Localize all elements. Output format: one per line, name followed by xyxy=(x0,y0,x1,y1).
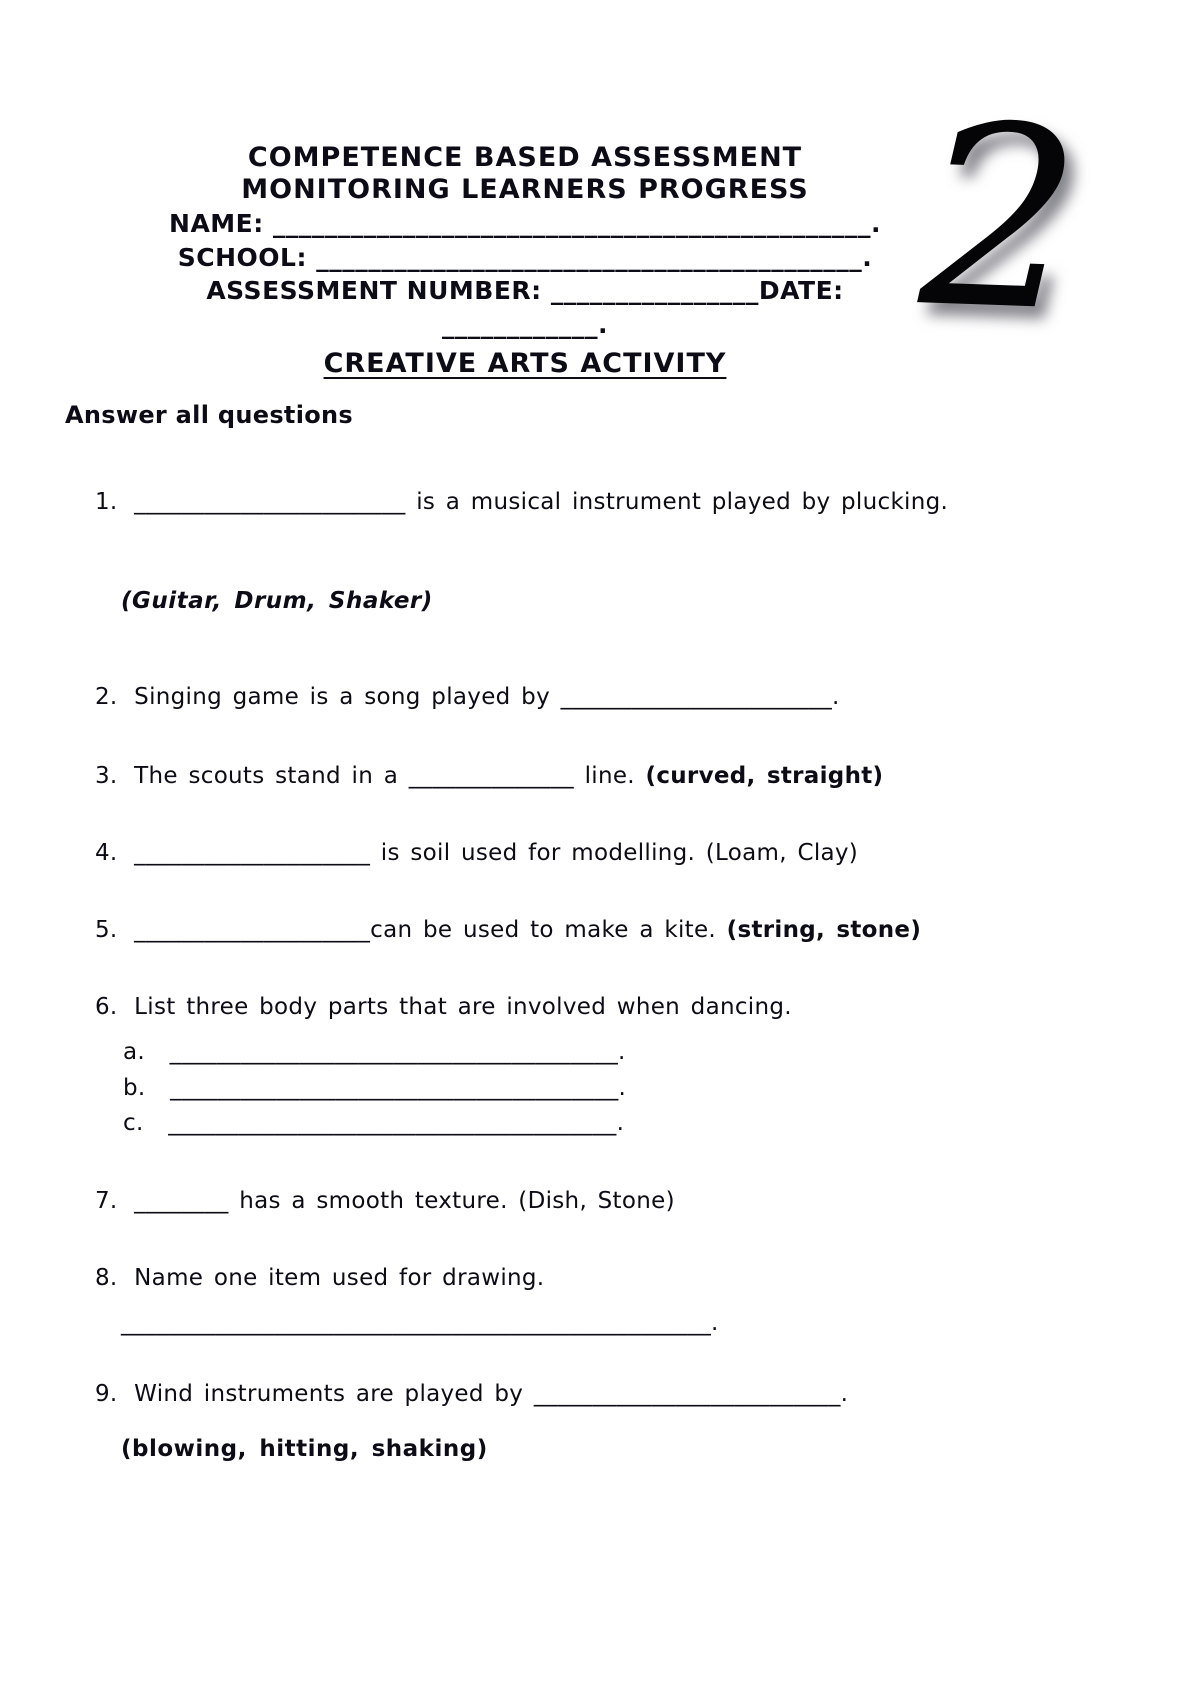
school-label: SCHOOL: xyxy=(177,242,307,272)
question-8-blank: __________________________________________________. xyxy=(121,1310,719,1337)
question-2-text: Singing game is a song played by xyxy=(134,683,550,710)
question-3-text: The scouts stand in a xyxy=(134,762,399,789)
question-9 xyxy=(95,1379,1140,1410)
question-9-options: (blowing, hitting, shaking) xyxy=(121,1436,488,1463)
question-2-blank: _______________________. xyxy=(560,683,840,710)
question-6-item-a-blank: ______________________________________. xyxy=(169,1039,626,1066)
question-9-number: 9. xyxy=(95,1381,118,1408)
school-line xyxy=(95,241,955,275)
question-3-blank: ______________ xyxy=(408,762,574,789)
question-6-number: 6. xyxy=(95,994,118,1021)
document-title-line-2: MONITORING LEARNERS PROGRESS xyxy=(241,174,809,206)
school-blank: __________________________________________. xyxy=(316,242,873,272)
section-title: CREATIVE ARTS ACTIVITY xyxy=(323,347,727,379)
question-5 xyxy=(95,915,1140,946)
header-block xyxy=(95,142,955,379)
question-7-number: 7. xyxy=(95,1187,118,1214)
question-1-options: (Guitar, Drum, Shaker) xyxy=(121,587,433,614)
question-6-item-b xyxy=(123,1071,1140,1107)
name-label: NAME: xyxy=(169,208,264,238)
question-2 xyxy=(95,682,1140,713)
assessment-number-blank: ________________ xyxy=(550,276,759,306)
question-6-item-a xyxy=(123,1035,1140,1071)
question-7-blank: ________ xyxy=(134,1187,229,1214)
date-label: DATE: xyxy=(758,276,844,306)
question-6-sub-items xyxy=(95,1035,1140,1142)
question-3-number: 3. xyxy=(95,762,118,789)
name-line xyxy=(95,207,955,241)
question-6-item-c-blank: ______________________________________. xyxy=(168,1110,625,1137)
question-9-text: Wind instruments are played by xyxy=(134,1381,524,1408)
question-7-text: has a smooth texture. (Dish, Stone) xyxy=(239,1187,675,1214)
question-6-item-c xyxy=(123,1106,1140,1142)
question-1-number: 1. xyxy=(95,488,118,515)
question-8-number: 8. xyxy=(95,1265,118,1292)
question-3 xyxy=(95,761,1140,792)
question-6-item-a-label: a. xyxy=(123,1039,146,1066)
question-6-item-b-blank: ______________________________________. xyxy=(170,1074,627,1101)
question-6 xyxy=(95,992,1140,1142)
instructions: Answer all questions xyxy=(65,400,353,429)
question-3-text-2: line. xyxy=(584,762,635,789)
name-blank: ______________________________________________. xyxy=(272,208,881,238)
question-1-blank: _______________________ xyxy=(134,488,406,515)
question-6-item-c-label: c. xyxy=(123,1110,144,1137)
date-blank-line xyxy=(95,308,955,342)
question-5-number: 5. xyxy=(95,916,118,943)
question-4-text: is soil used for modelling. (Loam, Clay) xyxy=(380,839,859,866)
question-4 xyxy=(95,838,1140,869)
question-3-options: (curved, straight) xyxy=(645,762,884,789)
question-9-blank: __________________________. xyxy=(533,1381,849,1408)
date-blank: ____________. xyxy=(442,310,608,340)
question-7 xyxy=(95,1186,1140,1217)
question-2-number: 2. xyxy=(95,683,118,710)
question-5-text: can be used to make a kite. xyxy=(370,916,717,943)
question-8-text: Name one item used for drawing. xyxy=(134,1265,545,1292)
assessment-number-label: ASSESSMENT NUMBER: xyxy=(206,276,542,306)
question-8 xyxy=(95,1263,1140,1339)
assessment-date-line xyxy=(95,274,955,308)
question-6-item-b-label: b. xyxy=(123,1074,146,1101)
document-title-line-1: COMPETENCE BASED ASSESSMENT xyxy=(247,142,803,173)
page-number-2: 2 xyxy=(915,70,1086,367)
question-6-text: List three body parts that are involved when dancing. xyxy=(134,994,792,1021)
question-1-text: is a musical instrument played by plucking. xyxy=(416,488,949,515)
question-5-options: (string, stone) xyxy=(726,916,922,943)
question-4-blank: ____________________ xyxy=(134,839,371,866)
question-4-number: 4. xyxy=(95,839,118,866)
question-1 xyxy=(95,487,1140,518)
question-5-blank: ____________________ xyxy=(134,916,371,943)
